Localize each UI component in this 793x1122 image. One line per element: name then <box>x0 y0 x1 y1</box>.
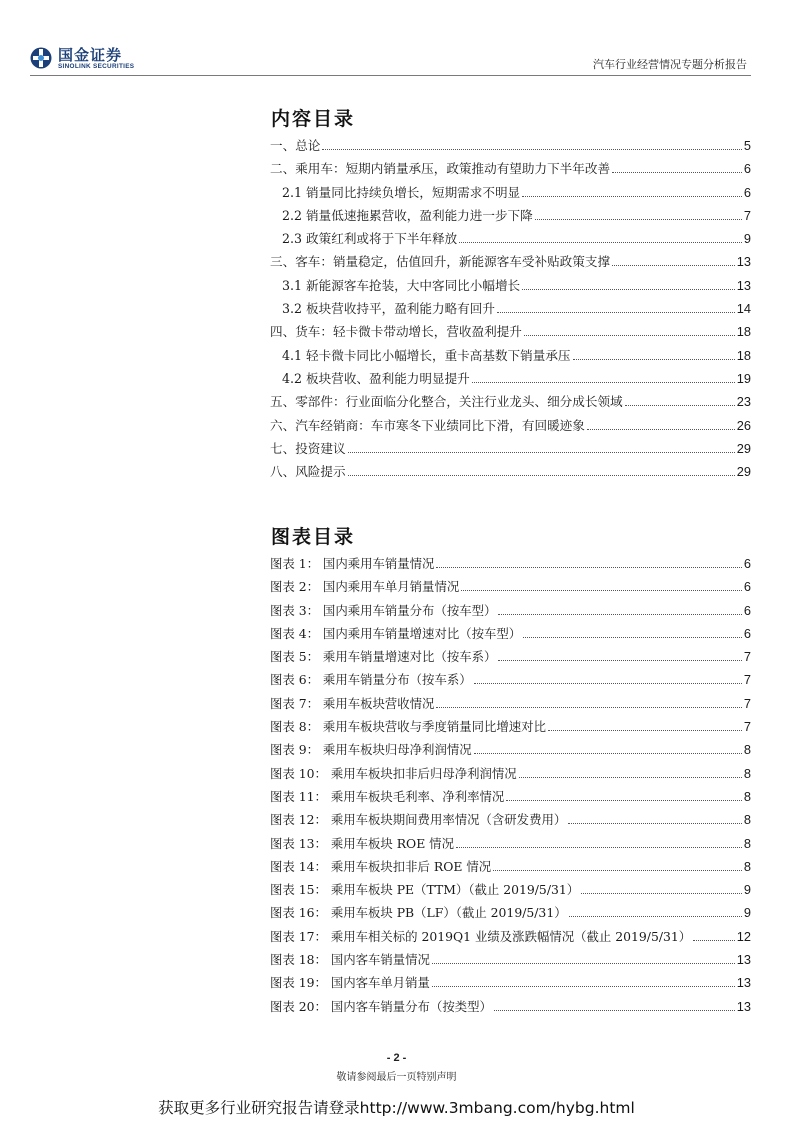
figure-entry[interactable]: 图表 14： 乘用车板块扣非后 ROE 情况 8 <box>270 858 751 874</box>
toc-entry[interactable]: 三、客车：销量稳定，估值回升，新能源客车受补贴政策支撑 13 <box>270 254 751 270</box>
page-header <box>0 0 793 80</box>
figure-entry[interactable]: 图表 10： 乘用车板块扣非后归母净利润情况 8 <box>270 765 751 781</box>
figure-entry[interactable]: 图表 9： 乘用车板块归母净利润情况 8 <box>270 742 751 758</box>
report-title: 汽车行业经营情况专题分析报告 <box>593 58 747 71</box>
page-number: - 2 - <box>386 1052 407 1064</box>
figure-entry[interactable]: 图表 5： 乘用车销量增速对比（按车系） 7 <box>270 649 751 665</box>
toc-entry[interactable]: 七、投资建议 29 <box>270 440 751 456</box>
toc-entry[interactable]: 二、乘用车：短期内销量承压，政策推动有望助力下半年改善 6 <box>270 161 751 177</box>
sinolink-logo-icon <box>30 46 52 70</box>
toc-entry[interactable]: 2.1 销量同比持续负增长，短期需求不明显 6 <box>282 184 751 200</box>
toc-entry[interactable]: 八、风险提示 29 <box>270 464 751 480</box>
figure-entry[interactable]: 图表 16： 乘用车板块 PB（LF）（截止 2019/5/31） 9 <box>270 905 751 921</box>
figure-entry[interactable]: 图表 2： 国内乘用车单月销量情况 6 <box>270 579 751 595</box>
figure-entry[interactable]: 图表 19： 国内客车单月销量 13 <box>270 975 751 991</box>
figure-entry[interactable]: 图表 18： 国内客车销量情况 13 <box>270 952 751 968</box>
logo-text-cn: 国金证券 <box>58 46 123 64</box>
logo-text-en: SINOLINK SECURITIES <box>58 63 135 70</box>
toc-entry[interactable]: 2.3 政策红利或将于下半年释放 9 <box>282 231 751 247</box>
toc-entry[interactable]: 3.1 新能源客车抢装，大中客同比小幅增长 13 <box>282 277 751 293</box>
toc-entry[interactable]: 六、汽车经销商：车市寒冬下业绩同比下滑，有回暖迹象 26 <box>270 417 751 433</box>
toc-entry[interactable]: 五、零部件：行业面临分化整合，关注行业龙头、细分成长领域 23 <box>270 394 751 410</box>
figure-entry[interactable]: 图表 6： 乘用车销量分布（按车系） 7 <box>270 672 751 688</box>
figure-entry[interactable]: 图表 8： 乘用车板块营收与季度销量同比增速对比 7 <box>270 719 751 735</box>
toc-entry[interactable]: 4.2 板块营收、盈利能力明显提升 19 <box>282 370 751 386</box>
figure-entry[interactable]: 图表 4： 国内乘用车销量增速对比（按车型） 6 <box>270 625 751 641</box>
toc-entry[interactable]: 2.2 销量低速拖累营收，盈利能力进一步下降 7 <box>282 207 751 223</box>
contents-title: 内容目录 <box>271 108 356 130</box>
header-divider <box>30 75 751 76</box>
toc-entry[interactable]: 4.1 轻卡微卡同比小幅增长，重卡高基数下销量承压 18 <box>282 347 751 363</box>
figure-entry[interactable]: 图表 20： 国内客车销量分布（按类型） 13 <box>270 998 751 1014</box>
figures-title: 图表目录 <box>271 526 356 548</box>
figure-entry[interactable]: 图表 7： 乘用车板块营收情况 7 <box>270 695 751 711</box>
figure-entry[interactable]: 图表 12： 乘用车板块期间费用率情况（含研发费用） 8 <box>270 812 751 828</box>
figures-list <box>270 552 751 1018</box>
figure-entry[interactable]: 图表 13： 乘用车板块 ROE 情况 8 <box>270 835 751 851</box>
disclaimer-note: 敬请参阅最后一页特别声明 <box>336 1072 457 1083</box>
figure-entry[interactable]: 图表 3： 国内乘用车销量分布（按车型） 6 <box>270 602 751 618</box>
figure-entry[interactable]: 图表 17： 乘用车相关标的 2019Q1 业绩及涨跌幅情况（截止 2019/5/31） 12 <box>270 928 751 944</box>
figure-entry[interactable]: 图表 1： 国内乘用车销量情况 6 <box>270 556 751 571</box>
figure-entry[interactable]: 图表 11： 乘用车板块毛利率、净利率情况 8 <box>270 788 751 804</box>
toc-entry[interactable]: 一、总论 5 <box>270 138 751 153</box>
toc-entry[interactable]: 四、货车：轻卡微卡带动增长，营收盈利提升 18 <box>270 324 751 340</box>
company-logo <box>30 44 170 74</box>
contents-list <box>270 134 751 483</box>
promo-link[interactable]: 获取更多行业研究报告请登录http://www.3mbang.com/hybg.html <box>158 1099 635 1117</box>
toc-entry[interactable]: 3.2 板块营收持平，盈利能力略有回升 14 <box>282 301 751 317</box>
figure-entry[interactable]: 图表 15： 乘用车板块 PE（TTM）（截止 2019/5/31） 9 <box>270 882 751 898</box>
